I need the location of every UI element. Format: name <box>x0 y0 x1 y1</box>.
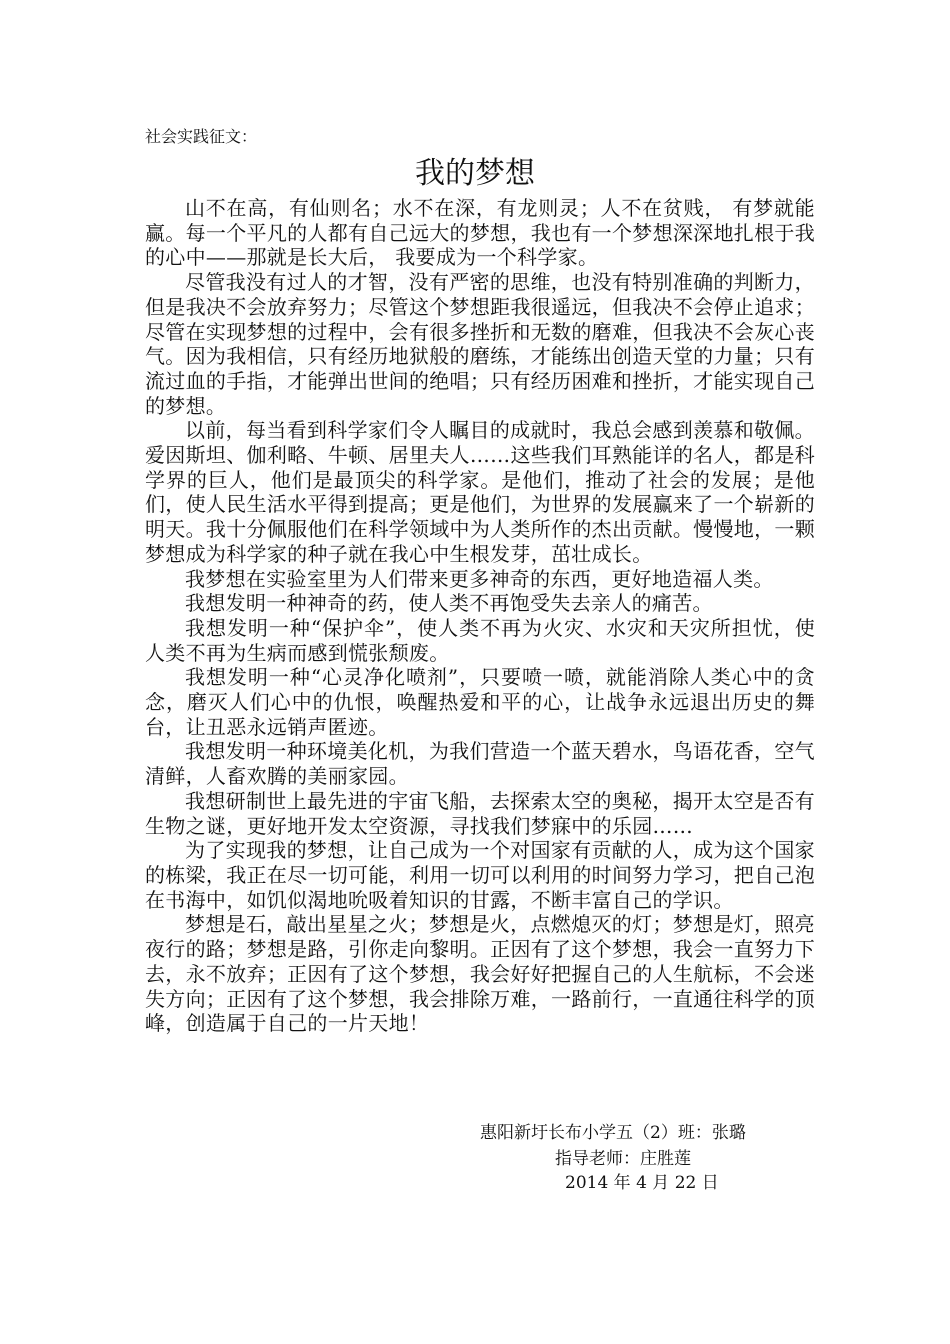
paragraph-8: 我想发明一种环境美化机，为我们营造一个蓝天碧水，鸟语花香，空气清鲜，人畜欢腾的美丽家园。 <box>145 739 815 789</box>
paragraph-4: 我梦想在实验室里为人们带来更多神奇的东西，更好地造福人类。 <box>185 566 774 591</box>
paragraph-3: 以前，每当看到科学家们令人瞩目的成就时，我总会感到羡慕和敬佩。爱因斯坦、伽利略、牛顿、居里夫人……这些我们耳熟能详的名人，都是科学界的巨人，他们是最顶尖的科学家。是他们，推动了社会的发展；是他们，使人民生活水平得到提高；更是他们，为世界的发展赢来了一个崭新的明天。我十分佩服他们在科学领域中为人类所作的杰出贡献。慢慢地，一颗梦想成为科学家的种子就在我心中生根发芽，茁壮成长。 <box>145 418 815 566</box>
essay-title: 我的梦想 <box>415 156 535 191</box>
author-school-line: 惠阳新圩长布小学五（2）班：张璐 <box>480 1123 746 1143</box>
essay-body <box>145 196 815 1036</box>
paragraph-6: 我想发明一种“保护伞”，使人类不再为火灾、水灾和天灾所担忧，使人类不再为生病而感到慌张颓废。 <box>145 615 815 665</box>
essay-category-label: 社会实践征文： <box>145 127 258 146</box>
paragraph-2: 尽管我没有过人的才智，没有严密的思维，也没有特别准确的判断力，但是我决不会放弃努力；尽管这个梦想距我很遥远，但我决不会停止追求；尽管在实现梦想的过程中，会有很多挫折和无数的磨难，但我决不会灰心丧气。因为我相信，只有经历地狱般的磨练，才能练出创造天堂的力量；只有流过血的手指，才能弹出世间的绝唱；只有经历困难和挫折，才能实现自己的梦想。 <box>145 270 815 418</box>
paragraph-10: 为了实现我的梦想，让自己成为一个对国家有贡献的人，成为这个国家的栋梁，我正在尽一切可能，利用一切可以利用的时间努力学习，把自己泡在书海中，如饥似渴地吮吸着知识的甘露，不断丰富自己的学识。 <box>145 838 815 912</box>
paragraph-5: 我想发明一种神奇的药，使人类不再饱受失去亲人的痛苦。 <box>185 591 713 616</box>
paragraph-9: 我想研制世上最先进的宇宙飞船，去探索太空的奥秘，揭开太空是否有生物之谜，更好地开发太空资源，寻找我们梦寐中的乐园…… <box>145 788 815 838</box>
paragraph-1: 山不在高，有仙则名；水不在深，有龙则灵；人不在贫贱， 有梦就能赢。每一个平凡的人都有自己远大的梦想，我也有一个梦想深深地扎根于我的心中——那就是长大后， 我要成为一个科学家。 <box>145 196 815 270</box>
teacher-line: 指导老师：庄胜莲 <box>555 1149 691 1169</box>
paragraph-7: 我想发明一种“心灵净化喷剂”，只要喷一喷，就能消除人类心中的贪念，磨灭人们心中的仇恨，唤醒热爱和平的心，让战争永远退出历史的舞台，让丑恶永远销声匿迹。 <box>145 665 815 739</box>
date-line: 2014 年 4 月 22 日 <box>565 1173 719 1193</box>
paragraph-11: 梦想是石，敲出星星之火；梦想是火，点燃熄灭的灯；梦想是灯，照亮夜行的路；梦想是路，引你走向黎明。正因有了这个梦想，我会一直努力下去，永不放弃；正因有了这个梦想，我会好好把握自己的人生航标，不会迷失方向；正因有了这个梦想，我会排除万难，一路前行，一直通往科学的顶峰，创造属于自己的一片天地！ <box>145 912 815 1036</box>
